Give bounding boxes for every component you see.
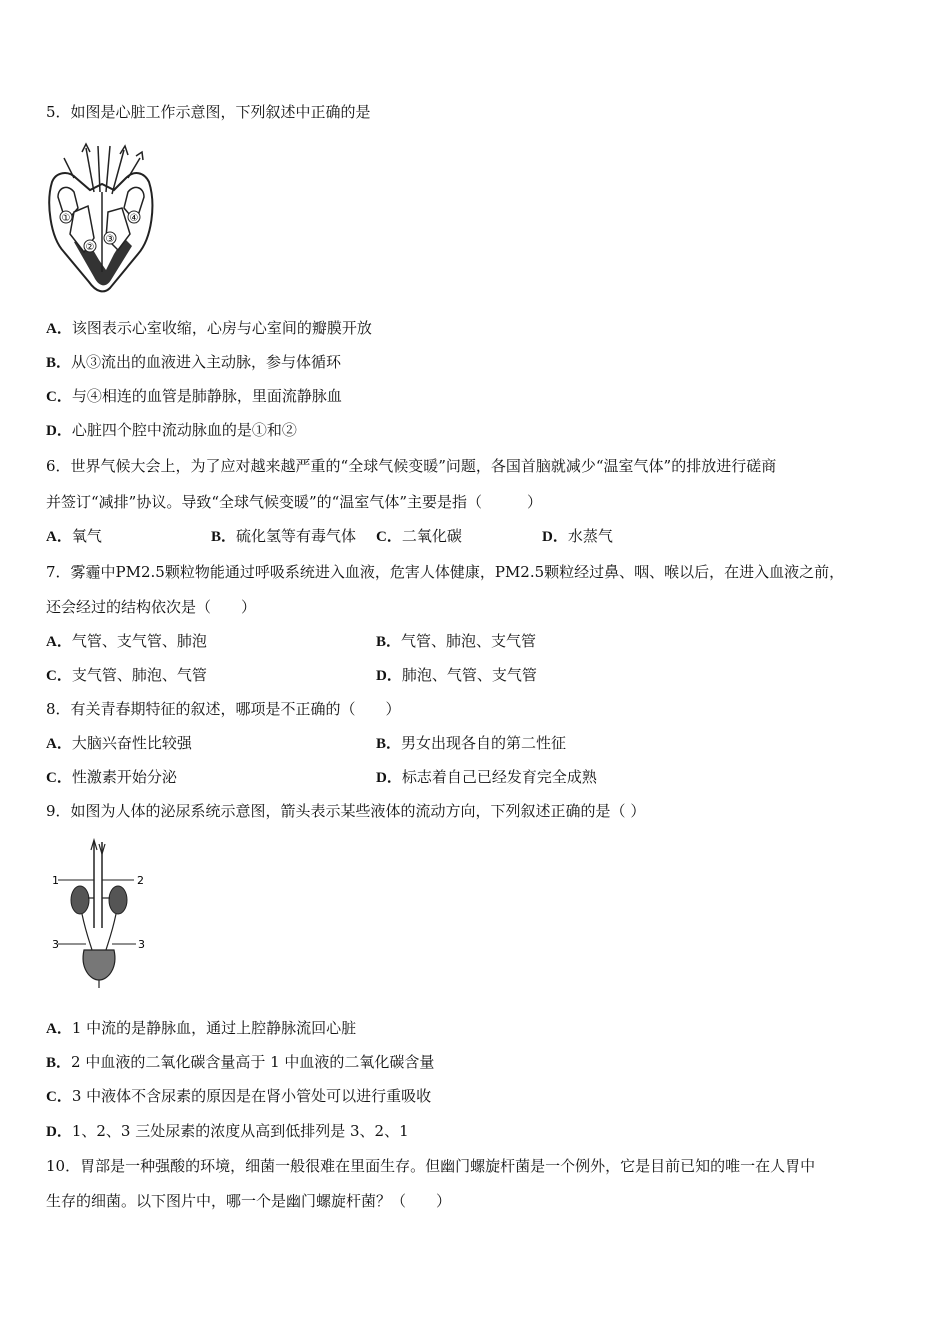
urinary-label-1: 1: [52, 874, 59, 887]
option-label: D．: [46, 1124, 72, 1140]
q6-option-d: [542, 526, 613, 547]
q6-option-a: [46, 526, 102, 547]
q6-option-b: [211, 526, 356, 547]
option-text: 1 中流的是静脉血，通过上腔静脉流回心脏: [71, 1019, 357, 1037]
heart-label-1: ①: [61, 213, 71, 224]
heart-label-2: ②: [85, 242, 95, 253]
option-text: 男女出现各自的第二性征: [401, 734, 567, 752]
option-text: 从③流出的血液进入主动脉，参与体循环: [71, 353, 342, 371]
q6-stem-line2: 并签订“减排”协议。导致“全球气候变暖”的“温室气体”主要是指（ ）: [46, 493, 543, 511]
option-label: A．: [46, 529, 72, 545]
option-text: 标志着自己已经发育完全成熟: [401, 768, 597, 786]
option-label: A．: [46, 321, 72, 337]
q7-option-b: [376, 631, 536, 652]
option-label: B．: [376, 736, 402, 752]
option-text: 氧气: [71, 527, 102, 545]
option-text: 肺泡、气管、支气管: [401, 666, 537, 684]
option-text: 二氧化碳: [401, 527, 462, 545]
q8-option-d: [376, 767, 597, 788]
option-text: 气管、支气管、肺泡: [71, 632, 207, 650]
q9-stem: 9．如图为人体的泌尿系统示意图，箭头表示某些液体的流动方向，下列叙述正确的是（ ）: [46, 802, 646, 820]
option-label: B．: [211, 529, 237, 545]
q5-option-d: [46, 420, 297, 441]
option-text: 与④相连的血管是肺静脉，里面流静脉血: [71, 387, 342, 405]
option-text: 大脑兴奋性比较强: [71, 734, 192, 752]
q7-stem-line2: 还会经过的结构依次是（ ）: [46, 598, 257, 616]
option-label: C．: [376, 529, 402, 545]
q7-option-c: [46, 665, 207, 686]
q7-option-a: [46, 631, 207, 652]
option-label: D．: [46, 423, 72, 439]
urinary-system-diagram: [50, 838, 150, 988]
option-text: 气管、肺泡、支气管: [401, 632, 537, 650]
option-text: 心脏四个腔中流动脉血的是①和②: [71, 421, 297, 439]
option-label: B．: [46, 355, 72, 371]
q5-option-b: [46, 352, 341, 373]
option-label: B．: [46, 1055, 72, 1071]
option-label: D．: [376, 668, 402, 684]
q10-stem-line1: 10．胃部是一种强酸的环境，细菌一般很难在里面生存。但幽门螺旋杆菌是一个例外，它是目前已知的唯一在人胃中: [46, 1157, 816, 1175]
q8-stem: 8．有关青春期特征的叙述，哪项是不正确的（ ）: [46, 700, 401, 718]
option-label: C．: [46, 770, 72, 786]
option-label: C．: [46, 1089, 72, 1105]
option-text: 2 中血液的二氧化碳含量高于 1 中血液的二氧化碳含量: [71, 1053, 435, 1071]
option-text: 该图表示心室收缩，心房与心室间的瓣膜开放: [71, 319, 372, 337]
q5-stem: 5．如图是心脏工作示意图，下列叙述中正确的是: [46, 103, 371, 121]
q8-option-b: [376, 733, 566, 754]
q6-stem-line1: 6．世界气候大会上，为了应对越来越严重的“全球气候变暖”问题，各国首脑就减少“温室气体”的排放进行磋商: [46, 457, 777, 475]
q9-option-d: [46, 1121, 409, 1142]
urinary-label-2: 2: [137, 874, 144, 887]
option-text: 支气管、肺泡、气管: [71, 666, 207, 684]
left-kidney: [71, 886, 89, 914]
option-label: C．: [46, 389, 72, 405]
urinary-label-3-right: 3: [138, 938, 145, 951]
heart-diagram: [44, 142, 159, 297]
right-kidney: [109, 886, 127, 914]
urinary-label-3-left: 3: [52, 938, 59, 951]
option-text: 3 中液体不含尿素的原因是在肾小管处可以进行重吸收: [71, 1087, 432, 1105]
option-label: A．: [46, 736, 72, 752]
option-label: A．: [46, 1021, 72, 1037]
option-text: 硫化氢等有毒气体: [236, 527, 357, 545]
option-text: 水蒸气: [567, 527, 613, 545]
q5-option-c: [46, 386, 342, 407]
q7-option-d: [376, 665, 537, 686]
option-label: A．: [46, 634, 72, 650]
q9-option-b: [46, 1052, 434, 1073]
option-label: C．: [46, 668, 72, 684]
option-label: B．: [376, 634, 402, 650]
q9-option-a: [46, 1018, 356, 1039]
heart-label-3: ③: [105, 234, 115, 245]
option-text: 性激素开始分泌: [71, 768, 177, 786]
q7-stem-line1: 7．雾霾中PM2.5颗粒物能通过呼吸系统进入血液，危害人体健康，PM2.5颗粒经过鼻、咽、喉以后，在进入血液之前，: [46, 563, 845, 581]
q6-option-c: [376, 526, 462, 547]
heart-label-4: ④: [129, 213, 139, 224]
q9-option-c: [46, 1086, 431, 1107]
option-label: D．: [542, 529, 568, 545]
bladder: [83, 950, 115, 980]
option-text: 1、2、3 三处尿素的浓度从高到低排列是 3、2、1: [71, 1122, 409, 1140]
q10-stem-line2: 生存的细菌。以下图片中，哪一个是幽门螺旋杆菌？（ ）: [46, 1192, 452, 1210]
q8-option-c: [46, 767, 177, 788]
q8-option-a: [46, 733, 192, 754]
q5-option-a: [46, 318, 372, 339]
option-label: D．: [376, 770, 402, 786]
